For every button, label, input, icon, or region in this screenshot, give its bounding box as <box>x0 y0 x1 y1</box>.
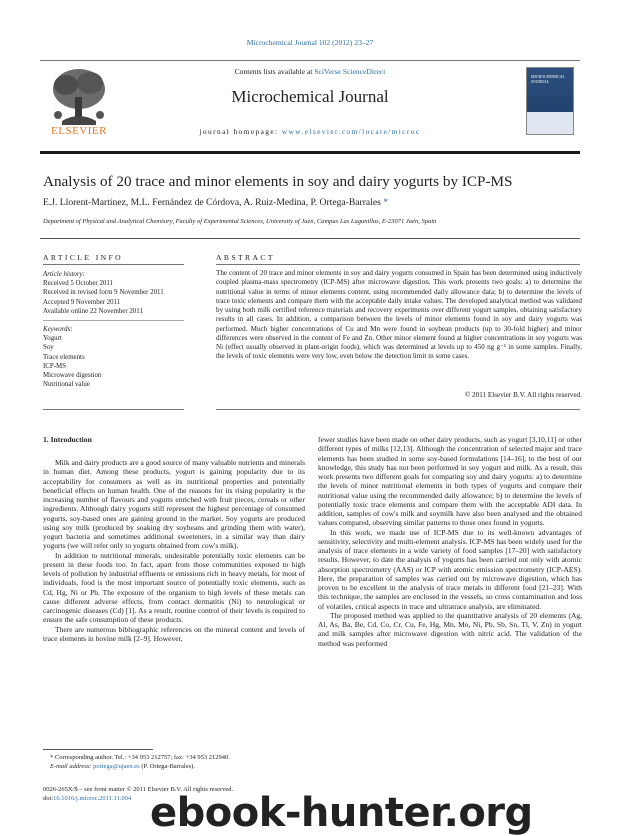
body-column-right <box>318 435 582 648</box>
abstract-text: The content of 20 trace and minor elements in soy and dairy yogurts consumed in Spain has been determined using inductively coupled plasma-mass spectrometry (ICP-MS) after microwave digestion. This work presents two goals: a) to determine the nutritional value in terms of minor elements content, using recommended daily allowance data; b) to determine the levels of trace toxic elements and compare them with the acceptable daily intake values. The developed analytical method was validated by using both milk certified reference materials and recovery experiments over different yogurt samples, obtaining satisfactory results in all cases. In addition, a comparison between the levels of minor elements found in soy and dairy yogurts was performed. Much higher concentrations of Cu and Mn were found in soybean products (up to 30-fold higher) and minor differences were observed in the content of Fe and Zn. Other minor element found at higher concentrations in soy yogurts was Ni (effect usually observed in plant-origin foods), which was determined at levels up to 450 ng g⁻¹ in some samples. Finally, the levels of toxic elements were very low, even below the detection limit in some cases. <box>216 269 582 361</box>
paragraph: Milk and dairy products are a good source of many valuable nutrients and minerals in human diet. Among these products, yogurt is gaining popularity due to its acceptability for consumers as well as its nutritional properties and potentially beneficial effects on human health. One of the reasons for its rising popularity is the increasing number of flavours and yogurts enriched with fruit pieces, cereals or other ingredients. Although dairy yogurts still represent the highest percentage of consumed yogurts, soy-based ones are gaining ground in the market. Soy yogurts are produced using soy milk (produced by soaking dry soybeans and grinding them with water), yogurt bacteria and sometimes additional sweeteners, in a similar way than dairy yogurts (we will refer only to yogurts obtained from cow's milk). <box>43 458 305 551</box>
article-title: Analysis of 20 trace and minor elements in soy and dairy yogurts by ICP-MS <box>43 173 513 190</box>
issn-line: 0026-265X/$ – see front matter © 2011 Elsevier B.V. All rights reserved. <box>43 786 234 793</box>
keywords <box>43 325 184 389</box>
paragraph: In addition to nutritional minerals, undesirable potentially toxic elements can be present in these foods too. In fact, apart from those communities exposed to high levels of pollution by industrial effluents or emissions rich in heavy metals, for most of individuals, food is the most important source of potentially toxic elements, such as Cd, Hg, Ni or Pb. The exposure of the organism to high levels of these metals can cause different adverse effects, from contact dermatitis (Ni) to neurological or carcinogenic diseases (Cd) [1]. As a result, routine control of their levels is required to ensure the safe consumption of these products. <box>43 550 305 625</box>
contents-available: Contents lists available at SciVerse ScienceDirect <box>234 67 386 76</box>
abstract-divider <box>216 264 580 265</box>
article-history <box>43 270 184 316</box>
footnote-divider <box>43 749 153 750</box>
email-link[interactable]: portega@ujaen.es <box>93 762 140 770</box>
article-info-heading: ARTICLE INFO <box>43 253 124 262</box>
sciverse-link[interactable]: SciVerse ScienceDirect <box>314 67 386 76</box>
title-divider <box>40 238 580 239</box>
journal-title: Microchemical Journal <box>231 87 389 106</box>
footnote <box>50 754 305 771</box>
paragraph: fewer studies have been made on other dairy products, such as yogurt [3,10,11] or other different types of milks [12,13]. Although the concentration of selected major and trace elements has been studied in some soy-based formulations [14–16], to the best of our knowledge, this study has not been performed in soy yogurt and milk. As a result, this work presents two different goals for comparing soy and dairy yogurts: a) to determine the levels of minor nutritional elements in both types of yogurts and compare their nutritional value using the recommended daily allowance; b) to determine the levels of potentially toxic trace elements and compare them with the acceptable ADI data. In addition, samples of cow's milk and soymilk have also been analysed and the obtained values compared, observing similar patterns to those ones found in yogurts. <box>318 435 582 528</box>
keywords-divider <box>43 320 184 321</box>
paragraph: The proposed method was applied to the quantitative analysis of 20 elements (Ag, Al, As, Ba, Be, Cd, Co, Cr, Cu, Fe, Hg, Mn, Mo, Ni, Pb, Sb, Sn, Tl, V, Zn) in yogurt and milk samples after microwave digestion with nitric acid. The validation of the method was performed <box>318 610 582 648</box>
cover-stripe <box>527 112 573 134</box>
history-item: Accepted 9 November 2011 <box>43 298 121 306</box>
journal-homepage: journal homepage: www.elsevier.com/locate/microc <box>199 127 421 136</box>
body-column-left <box>43 458 305 643</box>
affiliation: Department of Physical and Analytical Chemistry, Faculty of Experimental Sciences, University of Jaén, Campus Las Lagunillas, E-23071 Jaén, Spain <box>43 218 437 225</box>
doi-link[interactable]: 10.1016/j.microc.2011.11.004 <box>53 794 132 802</box>
email-line: E-mail address: portega@ujaen.es (P. Ortega-Barrales). <box>50 762 195 770</box>
journal-masthead <box>40 60 580 147</box>
history-item: Received in revised form 9 November 2011 <box>43 289 164 297</box>
keyword: Soy <box>43 344 54 352</box>
copyright-notice: © 2011 Elsevier B.V. All rights reserved. <box>464 391 582 399</box>
abstract-heading: ABSTRACT <box>216 253 275 262</box>
watermark: ebook-hunter.org <box>150 790 533 836</box>
keyword: Trace elements <box>43 353 85 361</box>
doi-line: doi:10.1016/j.microc.2011.11.004 <box>43 794 132 802</box>
article-info-divider <box>43 264 184 265</box>
keyword: Nutritional value <box>43 381 90 389</box>
paragraph: There are numerous bibliographic references on the mineral content and levels of trace elements in bovine milk [2–9]. However, <box>43 624 305 643</box>
history-label: Article history: <box>43 271 85 278</box>
keyword: Yogurt <box>43 335 62 343</box>
section-heading: 1. Introduction <box>43 435 92 444</box>
history-item: Received 5 October 2011 <box>43 280 113 288</box>
journal-cover-thumbnail[interactable] <box>526 67 574 135</box>
keyword: Microwave digestion <box>43 372 102 380</box>
article-info-bottom-divider <box>43 409 184 410</box>
elsevier-wordmark: ELSEVIER <box>51 125 107 137</box>
abstract-bottom-divider <box>216 409 580 410</box>
author-list: E.J. Llorent-Martínez, M.L. Fernández de Córdova, A. Ruiz-Medina, P. Ortega-Barrales * <box>43 197 389 208</box>
corresponding-author-mark[interactable]: * <box>383 197 389 208</box>
history-item: Available online 22 November 2011 <box>43 307 143 315</box>
homepage-link[interactable]: www.elsevier.com/locate/microc <box>281 127 421 136</box>
journal-citation[interactable]: Microchemical Journal 102 (2012) 23–27 <box>246 38 374 47</box>
corresponding-author-note: * Corresponding author. Tel.: +34 953 212757; fax: +34 953 212940. <box>50 754 230 761</box>
keyword: ICP-MS <box>43 362 66 370</box>
header-divider <box>40 151 580 154</box>
paragraph: In this work, we made use of ICP-MS due to its well-known advantages of sensitivity, selectivity and multi-element analysis. ICP-MS has been widely used for the analysis of trace elements in a wide variety of food samples [17–20] with satisfactory results. However, to date the analysis of yogurts has been carried out only with atomic absorption spectrometry (AAS) or ICP with atomic emission spectrometry (ICP-AES). Here, the preparation of samples was carried out by microwave digestion, which has proven to be excellent in the analysis of trace metals in different food [21–23]. With this technique, the samples are enclosed in the vessels, so cross contamination and loss of volatiles, critical aspects in trace and ultratrace analysis, are eliminated. <box>318 527 582 611</box>
keywords-label: Keywords: <box>43 326 73 333</box>
cover-title: MICROCHEMICAL JOURNAL <box>531 74 565 84</box>
